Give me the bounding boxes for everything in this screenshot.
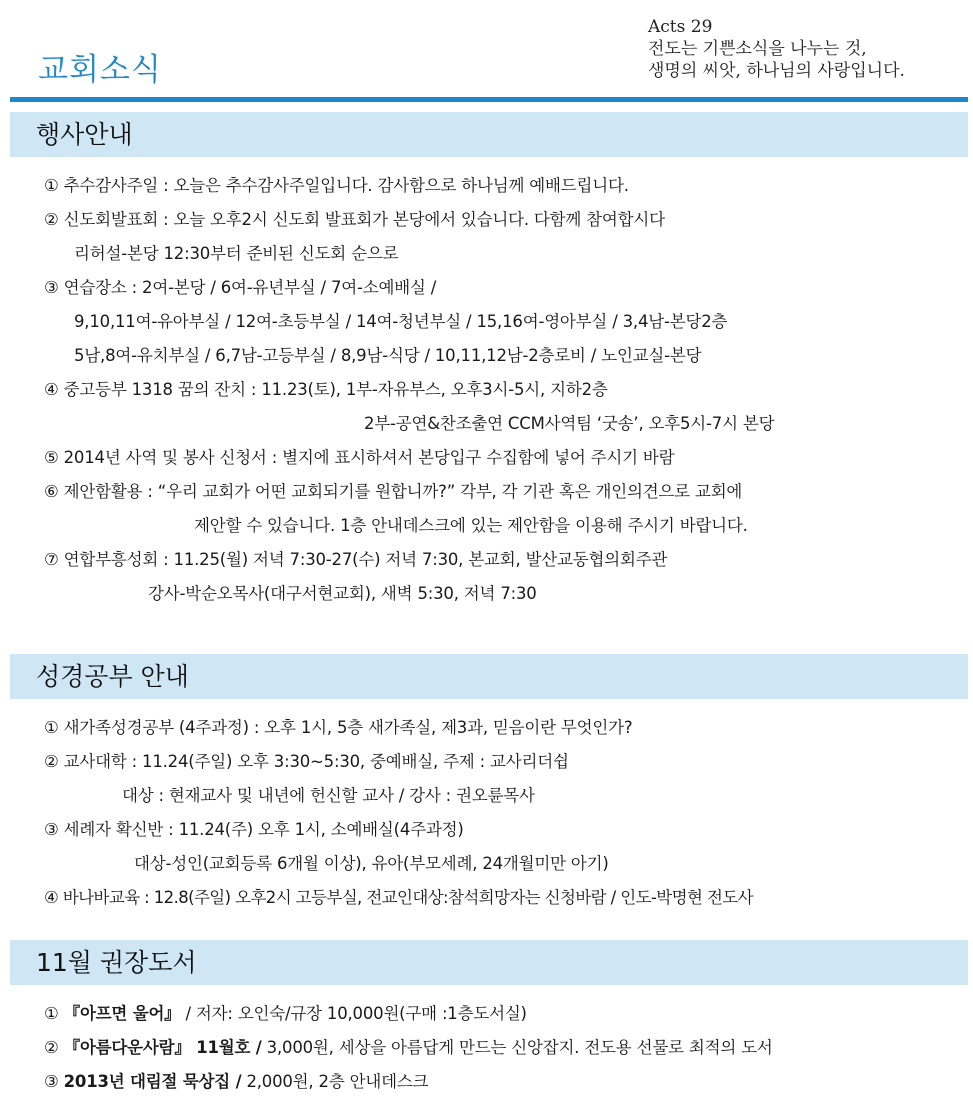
books-list bbox=[10, 997, 968, 1099]
book-num: ② bbox=[44, 1038, 59, 1057]
event-line: ③ 연습장소 : 2여-본당 / 6여-유년부실 / 7여-소예배실 / bbox=[44, 278, 437, 297]
event-line: ① 추수감사주일 : 오늘은 추수감사주일입니다. 감사함으로 하나님께 예배드립니다. bbox=[44, 176, 629, 195]
event-line: ⑦ 연합부흥성회 : 11.25(월) 저녁 7:30-27(수) 저녁 7:30, 본교회, 발산교동협의회주관 bbox=[44, 550, 668, 569]
book-item bbox=[44, 1031, 968, 1065]
book-title: 2013년 대림절 묵상집 / bbox=[63, 1072, 242, 1091]
event-line: ④ 중고등부 1318 꿈의 잔치 : 11.23(토), 1부-자유부스, 오후3시-5시, 지하2층 bbox=[44, 380, 608, 399]
header-divider bbox=[10, 97, 968, 102]
bible-study-list bbox=[10, 711, 968, 915]
study-line: 대상-성인(교회등록 6개월 이상), 유아(부모세례, 24개월미만 아기) bbox=[134, 854, 609, 873]
book-title: 『아프면 울어』 bbox=[63, 1004, 181, 1023]
events-header: 행사안내 bbox=[10, 112, 968, 157]
event-line: 제안할 수 있습니다. 1층 안내데스크에 있는 제안함을 이용해 주시기 바랍니다. bbox=[194, 516, 748, 535]
event-line: ⑤ 2014년 사역 및 봉사 신청서 : 별지에 표시하셔서 본당입구 수집함에 넣어 주시기 바람 bbox=[44, 448, 675, 467]
book-title: 『아름다운사람』 11월호 / bbox=[63, 1038, 262, 1057]
motto-line: Acts 29 bbox=[648, 17, 713, 37]
book-item bbox=[44, 1065, 968, 1099]
book-detail: / 저자: 오인숙/규장 10,000원(구매 :1층도서실) bbox=[180, 1004, 527, 1023]
study-line: ③ 세례자 확신반 : 11.24(주) 오후 1시, 소예배실(4주과정) bbox=[44, 820, 464, 839]
books-header: 11월 권장도서 bbox=[10, 940, 968, 985]
book-detail: 3,000원, 세상을 아름답게 만드는 신앙잡지. 전도용 선물로 최적의 도서 bbox=[261, 1038, 773, 1057]
books-section bbox=[10, 940, 968, 1099]
event-line: 강사-박순오목사(대구서현교회), 새벽 5:30, 저녁 7:30 bbox=[148, 584, 537, 603]
events-list bbox=[10, 169, 968, 611]
study-line: ① 새가족성경공부 (4주과정) : 오후 1시, 5층 새가족실, 제3과, 믿음이란 무엇인가? bbox=[44, 718, 633, 737]
event-line: ⑥ 제안함활용 : “우리 교회가 어떤 교회되기를 원합니까?” 각부, 각 기관 혹은 개인의견으로 교회에 bbox=[44, 482, 743, 501]
book-num: ① bbox=[44, 1004, 59, 1023]
bible-study-header: 성경공부 안내 bbox=[10, 654, 968, 699]
bible-study-section bbox=[10, 654, 968, 915]
motto-line: 전도는 기쁜소식을 나누는 것, bbox=[648, 39, 867, 59]
book-detail: 2,000원, 2층 안내데스크 bbox=[241, 1072, 429, 1091]
event-line: 리허설-본당 12:30부터 준비된 신도회 순으로 bbox=[74, 244, 399, 263]
study-line: 대상 : 현재교사 및 내년에 헌신할 교사 / 강사 : 권오륜목사 bbox=[122, 786, 535, 805]
study-line: ④ 바나바교육 : 12.8(주일) 오후2시 고등부실, 전교인대상:참석희망자는 신청바람 / 인도-박명현 전도사 bbox=[44, 888, 753, 907]
book-num: ③ bbox=[44, 1072, 59, 1091]
event-line: ② 신도회발표회 : 오늘 오후2시 신도회 발표회가 본당에서 있습니다. 다함께 참여합시다 bbox=[44, 210, 665, 229]
study-line: ② 교사대학 : 11.24(주일) 오후 3:30~5:30, 중예배실, 주제 : 교사리더쉽 bbox=[44, 752, 569, 771]
events-section bbox=[10, 112, 968, 611]
motto-line: 생명의 씨앗, 하나님의 사랑입니다. bbox=[648, 61, 905, 81]
event-line: 2부-공연&찬조출연 CCM사역팀 ‘굿송’, 오후5시-7시 본당 bbox=[364, 414, 775, 433]
book-item bbox=[44, 997, 968, 1031]
event-line: 9,10,11여-유아부실 / 12여-초등부실 / 14여-청년부실 / 15,16여-영아부실 / 3,4남-본당2층 bbox=[74, 312, 728, 331]
page-title: 교회소식 bbox=[38, 52, 162, 88]
motto bbox=[648, 16, 968, 82]
event-line: 5남,8여-유치부실 / 6,7남-고등부실 / 8,9남-식당 / 10,11,12남-2층로비 / 노인교실-본당 bbox=[74, 346, 702, 365]
